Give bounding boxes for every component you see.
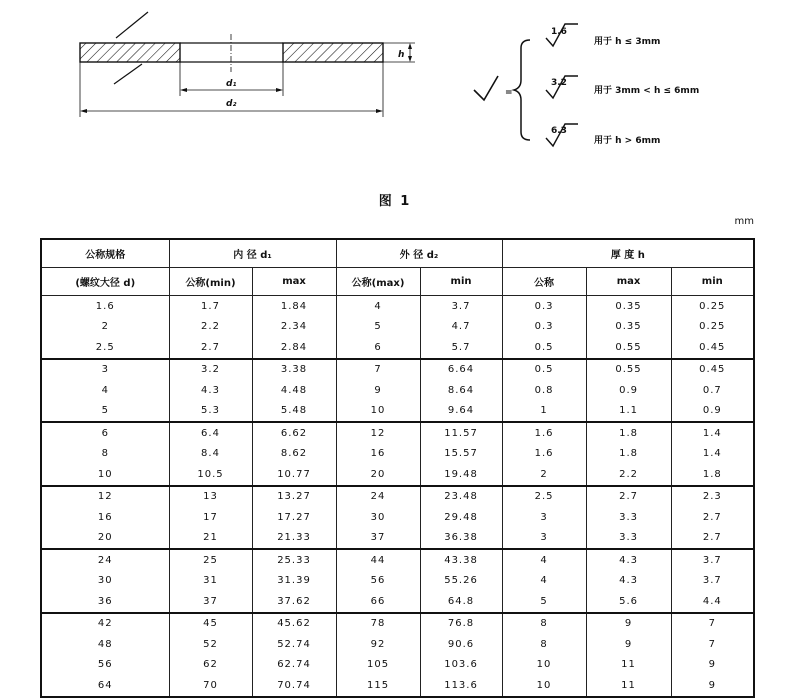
cell-d1-nominal: 1.7 bbox=[169, 296, 252, 317]
cell-h-nominal: 0.5 bbox=[502, 359, 586, 381]
cell-d2-min: 6.64 bbox=[420, 359, 502, 381]
washer-drawing bbox=[0, 0, 790, 185]
cell-d2-nominal: 4 bbox=[336, 296, 420, 317]
cell-d2-nominal: 6 bbox=[336, 337, 420, 359]
cell-d2-nominal: 44 bbox=[336, 549, 420, 571]
cell-d2-min: 3.7 bbox=[420, 296, 502, 317]
h-label: h bbox=[398, 50, 405, 60]
cell-d1-nominal: 62 bbox=[169, 655, 252, 676]
cell-h-max: 5.6 bbox=[586, 591, 671, 613]
cell-h-nominal: 0.5 bbox=[502, 337, 586, 359]
cell-d2-min: 36.38 bbox=[420, 528, 502, 550]
cell-size: 4 bbox=[41, 380, 169, 401]
header-h-min: min bbox=[671, 268, 754, 296]
roughness-text: 用于 h ≤ 3mm bbox=[594, 37, 661, 47]
cell-d2-min: 29.48 bbox=[420, 507, 502, 528]
cell-d2-nominal: 16 bbox=[336, 444, 420, 465]
cell-h-nominal: 10 bbox=[502, 675, 586, 697]
roughness-text: 用于 3mm < h ≤ 6mm bbox=[594, 86, 700, 96]
cell-d2-min: 19.48 bbox=[420, 464, 502, 486]
cell-size: 2 bbox=[41, 317, 169, 338]
cell-d1-max: 25.33 bbox=[252, 549, 336, 571]
cell-d2-min: 90.6 bbox=[420, 634, 502, 655]
cell-h-min: 9 bbox=[671, 655, 754, 676]
roughness-value: 6.3 bbox=[551, 126, 567, 136]
table-row bbox=[41, 317, 754, 338]
header-size: 公称规格 bbox=[41, 239, 169, 268]
roughness-item bbox=[546, 76, 699, 98]
cell-d2-min: 5.7 bbox=[420, 337, 502, 359]
cell-h-max: 9 bbox=[586, 613, 671, 635]
roughness-symbol bbox=[474, 76, 498, 100]
cell-d1-max: 21.33 bbox=[252, 528, 336, 550]
cell-size: 2.5 bbox=[41, 337, 169, 359]
cell-d1-max: 70.74 bbox=[252, 675, 336, 697]
roughness-equals: = bbox=[505, 88, 513, 98]
header-d1-nominal: 公称(min) bbox=[169, 268, 252, 296]
cell-h-max: 0.55 bbox=[586, 337, 671, 359]
cell-h-nominal: 8 bbox=[502, 634, 586, 655]
table-row bbox=[41, 591, 754, 613]
cell-size: 36 bbox=[41, 591, 169, 613]
cell-d2-min: 8.64 bbox=[420, 380, 502, 401]
cell-size: 3 bbox=[41, 359, 169, 381]
cell-h-min: 0.45 bbox=[671, 359, 754, 381]
cell-size: 42 bbox=[41, 613, 169, 635]
cell-d2-min: 55.26 bbox=[420, 571, 502, 592]
cell-size: 16 bbox=[41, 507, 169, 528]
washer-spec-table bbox=[40, 238, 755, 698]
table-row bbox=[41, 296, 754, 317]
cell-d2-min: 9.64 bbox=[420, 401, 502, 423]
cell-h-max: 11 bbox=[586, 655, 671, 676]
cell-d2-nominal: 92 bbox=[336, 634, 420, 655]
cell-h-max: 3.3 bbox=[586, 528, 671, 550]
cell-d1-max: 2.34 bbox=[252, 317, 336, 338]
cell-d2-nominal: 30 bbox=[336, 507, 420, 528]
cell-h-nominal: 0.3 bbox=[502, 317, 586, 338]
table-row bbox=[41, 528, 754, 550]
cell-h-max: 1.1 bbox=[586, 401, 671, 423]
cell-size: 1.6 bbox=[41, 296, 169, 317]
cell-d2-min: 113.6 bbox=[420, 675, 502, 697]
header-size-sub: (螺纹大径 d) bbox=[41, 268, 169, 296]
table-row bbox=[41, 613, 754, 635]
d2-label: d₂ bbox=[226, 99, 237, 109]
cell-d2-nominal: 37 bbox=[336, 528, 420, 550]
cell-d2-min: 43.38 bbox=[420, 549, 502, 571]
cell-size: 64 bbox=[41, 675, 169, 697]
cell-h-nominal: 10 bbox=[502, 655, 586, 676]
unit-label: mm bbox=[734, 216, 754, 227]
cell-d2-min: 64.8 bbox=[420, 591, 502, 613]
table-row bbox=[41, 634, 754, 655]
table-row bbox=[41, 507, 754, 528]
cell-d1-nominal: 13 bbox=[169, 486, 252, 508]
cell-h-min: 1.4 bbox=[671, 422, 754, 444]
cell-h-min: 0.9 bbox=[671, 401, 754, 423]
cell-d2-nominal: 78 bbox=[336, 613, 420, 635]
table-row bbox=[41, 655, 754, 676]
header-h-nominal: 公称 bbox=[502, 268, 586, 296]
roughness-item bbox=[546, 124, 660, 146]
cell-h-nominal: 4 bbox=[502, 549, 586, 571]
cell-h-max: 3.3 bbox=[586, 507, 671, 528]
figure-caption: 图 1 bbox=[378, 194, 412, 209]
cell-h-max: 4.3 bbox=[586, 571, 671, 592]
cell-h-nominal: 2 bbox=[502, 464, 586, 486]
cell-d2-nominal: 7 bbox=[336, 359, 420, 381]
cell-size: 6 bbox=[41, 422, 169, 444]
cell-h-max: 0.35 bbox=[586, 296, 671, 317]
header-h-max: max bbox=[586, 268, 671, 296]
cell-h-min: 4.4 bbox=[671, 591, 754, 613]
cell-h-nominal: 0.8 bbox=[502, 380, 586, 401]
cell-d2-min: 15.57 bbox=[420, 444, 502, 465]
cell-h-min: 1.4 bbox=[671, 444, 754, 465]
cell-d2-nominal: 24 bbox=[336, 486, 420, 508]
roughness-value: 3.2 bbox=[551, 78, 567, 88]
cell-d1-max: 17.27 bbox=[252, 507, 336, 528]
cell-d1-max: 13.27 bbox=[252, 486, 336, 508]
cell-d2-nominal: 10 bbox=[336, 401, 420, 423]
cell-d1-nominal: 37 bbox=[169, 591, 252, 613]
washer-section-left bbox=[80, 43, 180, 62]
cell-h-nominal: 4 bbox=[502, 571, 586, 592]
roughness-item bbox=[546, 24, 660, 47]
cell-h-min: 0.25 bbox=[671, 317, 754, 338]
cell-size: 5 bbox=[41, 401, 169, 423]
cell-h-nominal: 1.6 bbox=[502, 422, 586, 444]
table-row bbox=[41, 675, 754, 697]
cell-d1-max: 6.62 bbox=[252, 422, 336, 444]
header-outer-diameter: 外 径 d₂ bbox=[336, 239, 502, 268]
cell-d2-min: 23.48 bbox=[420, 486, 502, 508]
cell-d1-nominal: 4.3 bbox=[169, 380, 252, 401]
cell-d1-nominal: 2.2 bbox=[169, 317, 252, 338]
cell-h-max: 0.55 bbox=[586, 359, 671, 381]
cell-d2-nominal: 9 bbox=[336, 380, 420, 401]
cell-d1-max: 3.38 bbox=[252, 359, 336, 381]
cell-h-min: 7 bbox=[671, 613, 754, 635]
cell-h-nominal: 1 bbox=[502, 401, 586, 423]
header-d1-max: max bbox=[252, 268, 336, 296]
cell-h-nominal: 3 bbox=[502, 507, 586, 528]
cell-h-min: 2.3 bbox=[671, 486, 754, 508]
cell-h-min: 3.7 bbox=[671, 571, 754, 592]
cell-size: 20 bbox=[41, 528, 169, 550]
cell-size: 10 bbox=[41, 464, 169, 486]
cell-h-max: 2.7 bbox=[586, 486, 671, 508]
cell-size: 56 bbox=[41, 655, 169, 676]
cell-d2-nominal: 12 bbox=[336, 422, 420, 444]
cell-d1-max: 31.39 bbox=[252, 571, 336, 592]
cell-h-nominal: 5 bbox=[502, 591, 586, 613]
table-row bbox=[41, 444, 754, 465]
cell-h-min: 1.8 bbox=[671, 464, 754, 486]
cell-d2-nominal: 20 bbox=[336, 464, 420, 486]
table-row bbox=[41, 486, 754, 508]
cell-h-nominal: 0.3 bbox=[502, 296, 586, 317]
cell-d1-nominal: 31 bbox=[169, 571, 252, 592]
cell-h-max: 1.8 bbox=[586, 422, 671, 444]
cell-h-min: 0.25 bbox=[671, 296, 754, 317]
cell-h-min: 3.7 bbox=[671, 549, 754, 571]
cell-d1-nominal: 70 bbox=[169, 675, 252, 697]
header-row bbox=[41, 239, 754, 268]
cell-d1-max: 8.62 bbox=[252, 444, 336, 465]
cell-h-min: 0.7 bbox=[671, 380, 754, 401]
cell-d1-max: 45.62 bbox=[252, 613, 336, 635]
cell-h-min: 9 bbox=[671, 675, 754, 697]
cell-d1-nominal: 6.4 bbox=[169, 422, 252, 444]
cell-d1-max: 52.74 bbox=[252, 634, 336, 655]
cell-d2-nominal: 66 bbox=[336, 591, 420, 613]
cell-d1-nominal: 3.2 bbox=[169, 359, 252, 381]
roughness-text: 用于 h > 6mm bbox=[594, 136, 661, 146]
cell-size: 48 bbox=[41, 634, 169, 655]
cell-size: 24 bbox=[41, 549, 169, 571]
cell-h-min: 2.7 bbox=[671, 528, 754, 550]
cell-d1-nominal: 45 bbox=[169, 613, 252, 635]
roughness-value: 1.6 bbox=[551, 27, 567, 37]
cell-h-max: 0.9 bbox=[586, 380, 671, 401]
cell-d2-nominal: 115 bbox=[336, 675, 420, 697]
cell-d1-nominal: 8.4 bbox=[169, 444, 252, 465]
table-body bbox=[41, 296, 754, 697]
cell-size: 8 bbox=[41, 444, 169, 465]
table-row bbox=[41, 422, 754, 444]
cell-d2-nominal: 56 bbox=[336, 571, 420, 592]
cell-d1-nominal: 25 bbox=[169, 549, 252, 571]
header-thickness: 厚 度 h bbox=[502, 239, 754, 268]
cell-size: 30 bbox=[41, 571, 169, 592]
cell-d1-max: 10.77 bbox=[252, 464, 336, 486]
table-row bbox=[41, 380, 754, 401]
cell-d1-nominal: 52 bbox=[169, 634, 252, 655]
cell-h-min: 0.45 bbox=[671, 337, 754, 359]
header-d2-min: min bbox=[420, 268, 502, 296]
d1-label: d₁ bbox=[226, 79, 237, 89]
cell-d1-max: 62.74 bbox=[252, 655, 336, 676]
cell-h-max: 9 bbox=[586, 634, 671, 655]
cell-d1-nominal: 10.5 bbox=[169, 464, 252, 486]
cell-h-nominal: 8 bbox=[502, 613, 586, 635]
brace-icon bbox=[514, 40, 530, 140]
cell-d1-nominal: 2.7 bbox=[169, 337, 252, 359]
cell-d2-min: 76.8 bbox=[420, 613, 502, 635]
cell-h-max: 2.2 bbox=[586, 464, 671, 486]
table-row bbox=[41, 337, 754, 359]
cell-d2-min: 11.57 bbox=[420, 422, 502, 444]
cell-h-max: 11 bbox=[586, 675, 671, 697]
cell-d1-max: 1.84 bbox=[252, 296, 336, 317]
cell-d1-max: 37.62 bbox=[252, 591, 336, 613]
cell-d1-max: 5.48 bbox=[252, 401, 336, 423]
cell-h-nominal: 2.5 bbox=[502, 486, 586, 508]
header-d2-nominal: 公称(max) bbox=[336, 268, 420, 296]
cell-size: 12 bbox=[41, 486, 169, 508]
cell-d1-nominal: 5.3 bbox=[169, 401, 252, 423]
cell-h-min: 7 bbox=[671, 634, 754, 655]
subheader-row bbox=[41, 268, 754, 296]
cell-h-min: 2.7 bbox=[671, 507, 754, 528]
cell-d2-min: 4.7 bbox=[420, 317, 502, 338]
washer-section-right bbox=[283, 43, 383, 62]
cell-d2-nominal: 5 bbox=[336, 317, 420, 338]
table-row bbox=[41, 359, 754, 381]
table-row bbox=[41, 549, 754, 571]
cell-d1-nominal: 21 bbox=[169, 528, 252, 550]
table-row bbox=[41, 464, 754, 486]
cell-d2-min: 103.6 bbox=[420, 655, 502, 676]
cell-d2-nominal: 105 bbox=[336, 655, 420, 676]
cell-h-nominal: 3 bbox=[502, 528, 586, 550]
table-row bbox=[41, 571, 754, 592]
cell-d1-max: 2.84 bbox=[252, 337, 336, 359]
cell-h-max: 1.8 bbox=[586, 444, 671, 465]
cell-h-nominal: 1.6 bbox=[502, 444, 586, 465]
cell-h-max: 4.3 bbox=[586, 549, 671, 571]
table-row bbox=[41, 401, 754, 423]
cell-h-max: 0.35 bbox=[586, 317, 671, 338]
cell-d1-max: 4.48 bbox=[252, 380, 336, 401]
cell-d1-nominal: 17 bbox=[169, 507, 252, 528]
header-inner-diameter: 内 径 d₁ bbox=[169, 239, 336, 268]
